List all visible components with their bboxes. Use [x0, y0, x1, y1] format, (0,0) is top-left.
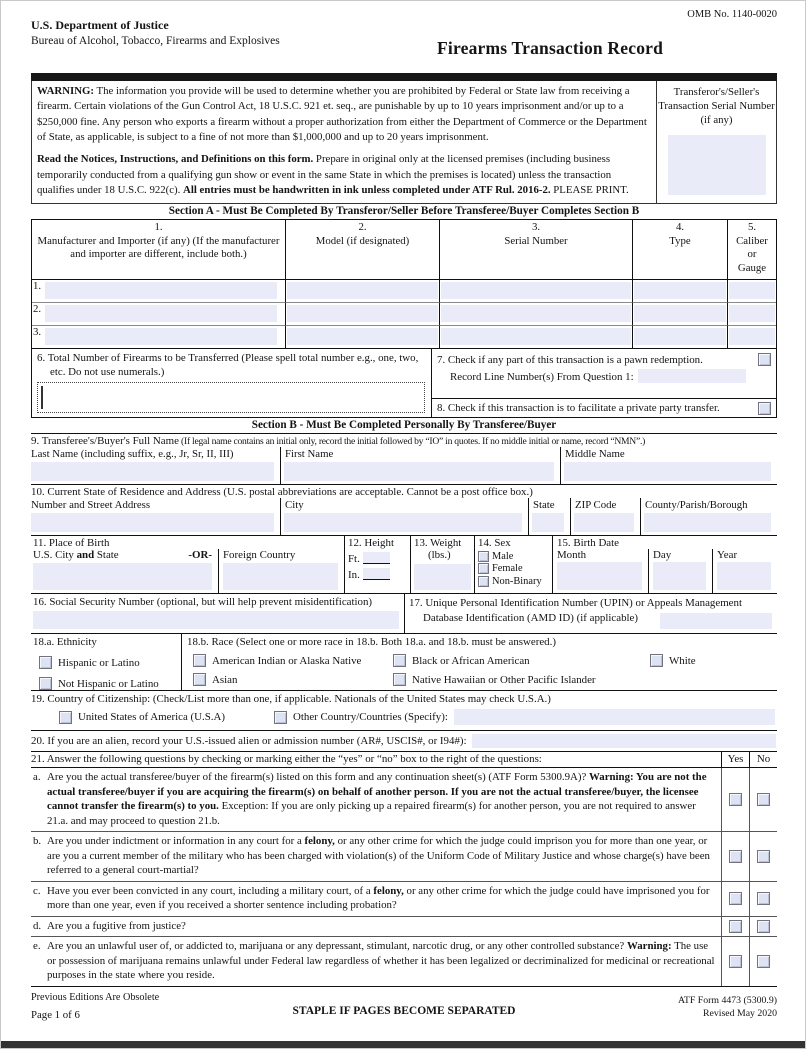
citizenship-usa-label: United States of America (U.S.A) [78, 711, 225, 724]
first-name-label: First Name [285, 448, 334, 461]
question-8 [432, 399, 776, 417]
ethnicity-hispanic-label: Hispanic or Latino [58, 656, 140, 669]
record-line-number-input[interactable] [638, 369, 746, 383]
state-label: State [533, 499, 555, 512]
firearms-table [31, 219, 777, 348]
private-party-transfer-checkbox[interactable] [758, 402, 771, 415]
city-input[interactable] [284, 513, 522, 532]
form-title: Firearms Transaction Record [437, 38, 664, 58]
question-9-note: (If legal name contains an initial only, record the initial followed by “IO” in quotes. If no middle initial or name, record “NMN”.) [178, 436, 646, 448]
question-10-label: 10. Current State of Residence and Address (U.S. postal abbreviations are acceptable. Cannot be a post office box.) [31, 486, 533, 499]
middle-name-input[interactable] [564, 462, 771, 481]
middle-name-label: Middle Name [565, 448, 625, 461]
ethnicity-hispanic-checkbox[interactable] [39, 656, 52, 669]
total-firearms-input[interactable] [37, 382, 425, 413]
zip-code-label: ZIP Code [575, 499, 617, 512]
section-a-title: Section A - Must Be Completed By Transferor/Seller Before Transferee/Buyer Completes Section B [168, 205, 640, 218]
col-caliber-header: 5. Caliber or Gauge [736, 221, 768, 275]
street-address-label: Number and Street Address [31, 499, 151, 512]
question-17-label: 17. Unique Personal Identification Number (UPIN) or Appeals Management Database Identification (AMD ID) (if applicable) [409, 597, 742, 624]
question-6-label: 6. Total Number of Firearms to be Transferred (Please spell total number e.g., one, two, etc. Do not use numerals.) [37, 351, 419, 378]
row-number: 3. [33, 325, 42, 338]
question-21b-text: Are you under indictment or information in any court for a felony, or any other crime for which the judge could imprison you for more than one year, or are you a current member of the military who has been charged with violation(s) of the Uniform Code of Military Justice and whose charge(s) have been referred to a general court-martial? [47, 835, 710, 877]
question-15-label: 15. Birth Date [557, 537, 620, 550]
text-cursor [41, 386, 43, 409]
question-18a-label: 18.a. Ethnicity [33, 636, 97, 649]
q21a-no-checkbox[interactable] [757, 793, 770, 806]
race-asian-checkbox[interactable] [193, 673, 206, 686]
month-label: Month [557, 549, 587, 562]
last-name-label: Last Name (including suffix, e.g., Jr, Sr, II, III) [31, 448, 234, 461]
race-hawaiian-checkbox[interactable] [393, 673, 406, 686]
county-input[interactable] [644, 513, 771, 532]
question-21a: a. Are you the actual transferee/buyer of the firearm(s) listed on this form and any continuation sheet(s) (ATF Form 5300.9A)? Warning: You are not the actual transferee/buyer if you are acquiring the firearm(s) on behalf of another person. If you are not the actual transferee/buyer, the licensee cannot transfer the firearm(s) to you. Exception: If you are only picking up a repaired firearm(s) for another person, you are not required to answer 21.a. and may proceed to question 21.b. [31, 768, 777, 832]
serial-input-1[interactable] [441, 282, 631, 299]
last-name-input[interactable] [31, 462, 274, 481]
serial-input-2[interactable] [441, 305, 631, 322]
question-21d: d. Are you a fugitive from justice? [31, 917, 777, 938]
warning-text: WARNING: The information you provide will be used to determine whether you are prohibited by Federal or State law from receiving a firearm. Certain violations of the Gun Control Act, 18 U.S.C. 921 et. seq., are punishable by up to 10 years imprisonment and/or up to a $250,000 fine. Any person who exports a firearm without a proper authorization from either the Department of Commerce or the Department of State, as applicable, is subject to a fine of not more than $1,000,000 and up to 20 years imprisonment. Read the Notices, Instructions, and Definitions on this form. Prepare in original only at the licensed premises (including business temporarily conducted from a qualifying gun show or event in the same State in which the premises is located) unless the transaction qualifies under 18 U.S.C. 922(c). All entries must be handwritten in ink unless completed under ATF Rul. 2016-2. PLEASE PRINT. [32, 81, 657, 203]
transferor-serial-label: Transferor's/Seller's Transaction Serial Number (if any) [658, 86, 775, 127]
col-model-header: 2. Model (if designated) [286, 220, 440, 278]
question-17 [405, 594, 777, 633]
citizenship-other-checkbox[interactable] [274, 711, 287, 724]
us-city-state-label: U.S. City and State [33, 549, 119, 562]
question-13 [411, 536, 475, 593]
ethnicity-not-hispanic-label: Not Hispanic or Latino [58, 677, 159, 690]
question-20-label: 20. If you are an alien, record your U.S.-issued alien or admission number (AR#, USCIS#, or I94#): [31, 735, 467, 748]
question-19 [31, 691, 777, 731]
birth-year-input[interactable] [717, 562, 771, 590]
citizenship-other-label: Other Country/Countries (Specify): [293, 711, 448, 724]
question-16 [31, 594, 405, 633]
firearm-row-1 [32, 280, 776, 303]
form-header [31, 1, 777, 73]
question-21a-text: Are you the actual transferee/buyer of the firearm(s) listed on this form and any continuation sheet(s) (ATF Form 5300.9A)? Warning: You are not the actual transferee/buyer if you are acquiring the firearm(s) on behalf of another person. If you are not the actual transferee/buyer, the licensee cannot transfer the firearm(s) to you. Exception: If you are only picking up a repaired firearm(s) for another person, you are not required to answer 21.a. and may proceed to question 21.b. [47, 771, 707, 827]
question-13-label: 13. Weight [414, 537, 462, 550]
question-12-label: 12. Height [348, 537, 394, 550]
citizenship-other-input[interactable] [454, 709, 775, 725]
revision-date: Revised May 2020 [702, 1007, 777, 1019]
sex-nonbinary-label: Non-Binary [492, 575, 542, 587]
col-serial-header: 3. Serial Number [440, 220, 633, 278]
question-14 [475, 536, 553, 593]
bureau-title: Bureau of Alcohol, Tobacco, Firearms and Explosives [31, 35, 280, 47]
question-11-label: 11. Place of Birth [33, 537, 110, 550]
previous-editions-note: Previous Editions Are Obsolete [31, 991, 160, 1003]
model-input-1[interactable] [287, 282, 438, 299]
type-input-3[interactable] [634, 328, 726, 345]
question-11 [31, 536, 345, 593]
county-label: County/Parish/Borough [645, 499, 748, 512]
or-label: -OR- [188, 549, 212, 562]
height-inches-input[interactable] [363, 568, 390, 580]
question-9 [31, 433, 777, 485]
us-city-state-input[interactable] [33, 563, 212, 590]
height-feet-input[interactable] [363, 552, 390, 564]
section-b-title: Section B - Must Be Completed Personally By Transferee/Buyer [251, 419, 557, 432]
year-label: Year [717, 549, 738, 562]
lbs-label: (lbs.) [428, 549, 451, 562]
question-21 [31, 752, 777, 987]
top-divider-bar [31, 73, 777, 81]
sex-female-checkbox[interactable] [478, 563, 489, 574]
row-number: 1. [33, 279, 42, 292]
model-input-3[interactable] [287, 328, 438, 345]
caliber-input-3[interactable] [729, 328, 775, 345]
manufacturer-input-3[interactable] [45, 328, 277, 345]
type-input-1[interactable] [634, 282, 726, 299]
firearm-row-2 [32, 303, 776, 326]
col-type-header: 4. Type [633, 220, 728, 278]
alien-number-input[interactable] [472, 734, 776, 748]
birth-month-input[interactable] [557, 562, 642, 590]
sex-male-checkbox[interactable] [478, 551, 489, 562]
caliber-input-1[interactable] [729, 282, 775, 299]
questions-11-15 [31, 536, 777, 594]
foreign-country-label: Foreign Country [223, 549, 296, 562]
state-input[interactable] [532, 513, 564, 532]
race-black-label: Black or African American [412, 654, 530, 667]
bottom-bar [1, 1041, 805, 1048]
zip-code-input[interactable] [574, 513, 634, 532]
question-14-label: 14. Sex [478, 537, 511, 550]
transferor-serial-cell [657, 81, 776, 203]
question-10 [31, 485, 777, 536]
inches-label: In. [348, 569, 360, 582]
question-21-intro: 21. Answer the following questions by checking or marking either the “yes” or “no” box to the right of the questions: [31, 753, 542, 766]
question-21d-text: Are you a fugitive from justice? [47, 919, 186, 932]
race-american-indian-label: American Indian or Alaska Native [212, 654, 362, 667]
q21a-yes-checkbox[interactable] [729, 793, 742, 806]
race-asian-label: Asian [212, 673, 238, 686]
citizenship-usa-checkbox[interactable] [59, 711, 72, 724]
question-21e: e. Are you an unlawful user of, or addicted to, marijuana or any depressant, stimulant, narcotic drug, or any other controlled substance? Warning: The use or possession of marijuana remains unlawful under Federal law regardless of whether it has been legalized or decriminalized for medicinal or recreational purposes in the state where you reside. [31, 937, 777, 986]
race-hawaiian-label: Native Hawaiian or Other Pacific Islander [412, 673, 596, 686]
question-18b-label: 18.b. Race (Select one or more race in 18.b. Both 18.a. and 18.b. must be answered.) [187, 636, 556, 649]
yes-column-header: Yes [721, 752, 749, 767]
sex-female-label: Female [492, 563, 523, 575]
question-12 [345, 536, 411, 593]
question-7-label: 7. Check if any part of this transaction is a pawn redemption. [437, 353, 703, 366]
transferor-serial-input[interactable] [668, 135, 766, 195]
question-7-record-line-label: Record Line Number(s) From Question 1: [450, 370, 634, 383]
warning-box [31, 81, 777, 204]
day-label: Day [653, 549, 672, 562]
question-21c: c. Have you ever been convicted in any court, including a military court, of a felony, or any other crime for which the judge could have imprisoned you for more than one year, even if you received a shorter sentence including probation? [31, 882, 777, 917]
page-footer [31, 987, 777, 1033]
question-9-label: 9. Transferee's/Buyer's Full Name [31, 435, 179, 448]
sex-nonbinary-checkbox[interactable] [478, 576, 489, 587]
manufacturer-input-2[interactable] [45, 305, 277, 322]
q21e-yes-checkbox[interactable] [729, 955, 742, 968]
omb-number: OMB No. 1140-0020 [687, 9, 777, 20]
serial-input-3[interactable] [441, 328, 631, 345]
col-manufacturer-header: 1. Manufacturer and Importer (if any) (If the manufacturer and importer are different, include both.) [32, 220, 286, 278]
q21d-no-checkbox[interactable] [757, 920, 770, 933]
question-21e-text: Are you an unlawful user of, or addicted to, marijuana or any depressant, stimulant, narcotic drug, or any other controlled substance? Warning: The use or possession of marijuana remains unlawful under Federal law regardless of whether it has been legalized or decriminalized for medicinal or recreational purposes in the state where you reside. [47, 940, 715, 982]
q21c-yes-checkbox[interactable] [729, 892, 742, 905]
firearm-row-3 [32, 326, 776, 349]
question-20 [31, 731, 777, 752]
question-18a [31, 634, 182, 690]
first-name-input[interactable] [284, 462, 554, 481]
question-15 [553, 536, 777, 593]
question-6 [32, 349, 432, 417]
race-white-label: White [669, 654, 696, 667]
staple-note: STAPLE IF PAGES BECOME SEPARATED [292, 1004, 516, 1017]
question-18 [31, 634, 777, 691]
department-title: U.S. Department of Justice [31, 18, 169, 32]
weight-input[interactable] [414, 564, 471, 590]
foreign-country-input[interactable] [223, 563, 338, 590]
ssn-input[interactable] [33, 611, 399, 629]
ethnicity-not-hispanic-checkbox[interactable] [39, 677, 52, 690]
question-21-header [31, 752, 777, 768]
city-label: City [285, 499, 304, 512]
race-black-checkbox[interactable] [393, 654, 406, 667]
pawn-redemption-checkbox[interactable] [758, 353, 771, 366]
page-number: Page 1 of 6 [31, 1008, 80, 1021]
q21d-yes-checkbox[interactable] [729, 920, 742, 933]
question-18b [182, 634, 777, 690]
q21b-yes-checkbox[interactable] [729, 850, 742, 863]
question-21b: b. Are you under indictment or information in any court for a felony, or any other crime for which the judge could imprison you for more than one year, or are you a current member of the military who has been charged with violation(s) of the Uniform Code of Military Justice and whose charge(s) have been referred to a general court-martial? [31, 832, 777, 882]
question-16-label: 16. Social Security Number (optional, but will help prevent misidentification) [33, 596, 373, 609]
firearms-table-header [32, 220, 776, 279]
no-column-header: No [749, 752, 777, 767]
form-number: ATF Form 4473 (5300.9) [677, 994, 777, 1006]
question-7 [432, 349, 776, 399]
questions-6-7-8 [31, 349, 777, 418]
q21c-no-checkbox[interactable] [757, 892, 770, 905]
manufacturer-input-1[interactable] [45, 282, 277, 299]
model-input-2[interactable] [287, 305, 438, 322]
sex-male-label: Male [492, 550, 514, 562]
question-8-label: 8. Check if this transaction is to facilitate a private party transfer. [437, 402, 720, 415]
race-white-checkbox[interactable] [650, 654, 663, 667]
upin-input[interactable] [660, 613, 772, 629]
question-19-label: 19. Country of Citizenship: (Check/List more than one, if applicable. Nationals of the United States may check U.S.A.) [31, 693, 551, 706]
street-address-input[interactable] [31, 513, 274, 532]
questions-16-17 [31, 594, 777, 634]
row-number: 2. [33, 302, 42, 315]
race-american-indian-checkbox[interactable] [193, 654, 206, 667]
feet-label: Ft. [348, 553, 360, 566]
warning-label: WARNING: [37, 85, 94, 97]
question-21c-text: Have you ever been convicted in any court, including a military court, of a felony, or any other crime for which the judge could have imprisoned you for more than one year, even if you received a shorter sentence including probation? [47, 884, 710, 912]
q21b-no-checkbox[interactable] [757, 850, 770, 863]
birth-day-input[interactable] [653, 562, 706, 590]
type-input-2[interactable] [634, 305, 726, 322]
caliber-input-2[interactable] [729, 305, 775, 322]
q21e-no-checkbox[interactable] [757, 955, 770, 968]
